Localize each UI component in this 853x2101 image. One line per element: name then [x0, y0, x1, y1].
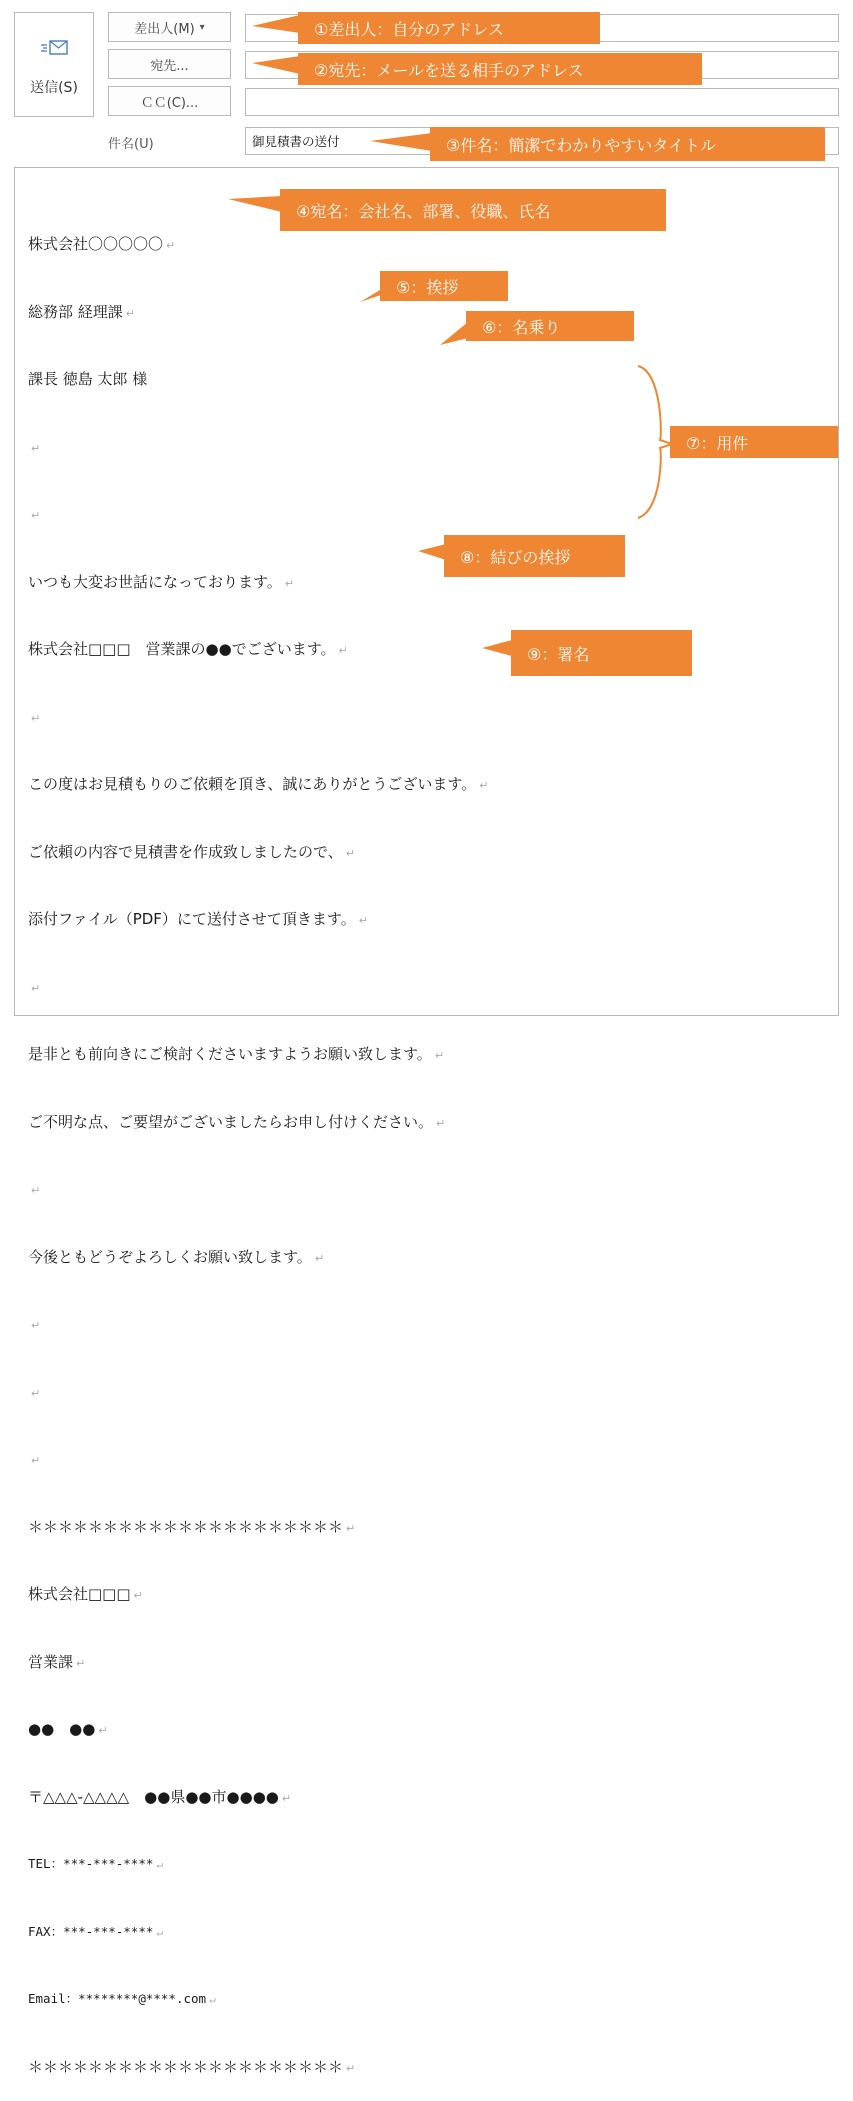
to-button-label: 宛先... — [150, 58, 189, 74]
callout-closing: ⑧：結びの挨拶 — [444, 535, 625, 577]
body-line: FAX：***-***-**** ↵ — [28, 1923, 164, 1939]
cc-button-label: ＣＣ(C)... — [140, 95, 199, 111]
return-mark-icon: ↵ — [338, 644, 348, 657]
callout-8-pointer — [418, 544, 446, 560]
return-mark-icon: ↵ — [209, 1993, 216, 2006]
callout-subject: ③件名：簡潔でわかりやすいタイトル — [430, 127, 825, 161]
return-mark-icon: ↵ — [76, 1656, 86, 1670]
body-line — [28, 1381, 488, 1404]
callout-sender: ①差出人：自分のアドレス — [298, 12, 600, 44]
return-mark-icon: ↵ — [346, 2061, 356, 2075]
from-button-label: 差出人(M) — [134, 21, 195, 37]
body-line: 〒△△△-△△△△ ●●県●●市●●●● ↵ — [28, 1787, 292, 1806]
body-line — [28, 1313, 488, 1336]
body-line: 是非とも前向きにご検討くださいますようお願い致します。 ↵ — [28, 1045, 445, 1063]
callout-introduction: ⑥：名乗り — [466, 311, 634, 341]
body-line: 株式会社〇〇〇〇〇 ↵ — [28, 235, 176, 253]
return-mark-icon: ↵ — [31, 441, 41, 455]
return-mark-icon: ↵ — [98, 1724, 108, 1737]
return-mark-icon: ↵ — [281, 1791, 292, 1805]
return-mark-icon: ↵ — [166, 239, 176, 252]
subject-label: 件名(U) — [108, 137, 154, 152]
return-mark-icon: ↵ — [133, 1589, 143, 1602]
body-line: Email：********@****.com ↵ — [28, 1991, 216, 2006]
return-mark-icon: ↵ — [31, 981, 41, 995]
body-line: ご不明な点、ご要望がございましたらお申し付けください。 ↵ — [28, 1112, 446, 1131]
return-mark-icon: ↵ — [479, 779, 489, 792]
body-line: ＊＊＊＊＊＊＊＊＊＊＊＊＊＊＊＊＊＊＊＊＊ ↵ — [28, 2057, 356, 2076]
callout-4-pointer — [228, 196, 282, 212]
body-line: 課長 徳島 太郎 様 — [28, 370, 148, 388]
return-mark-icon: ↵ — [345, 846, 355, 860]
return-mark-icon: ↵ — [31, 711, 41, 725]
body-line: いつも大変お世話になっております。 ↵ — [28, 572, 295, 591]
body-line: 株式会社□□□ 営業課の●●でございます。 ↵ — [28, 640, 348, 658]
callout-1-pointer — [252, 15, 300, 33]
return-mark-icon: ↵ — [156, 1925, 164, 1939]
return-mark-icon: ↵ — [156, 1858, 164, 1871]
return-mark-icon: ↵ — [358, 914, 368, 927]
callout-3-pointer — [370, 133, 432, 151]
chevron-down-icon: ▾ — [199, 21, 205, 33]
body-line: 今後ともどうぞよろしくお願い致します。 ↵ — [28, 1247, 325, 1266]
callout-2-pointer — [252, 56, 300, 74]
return-mark-icon: ↵ — [31, 1319, 41, 1332]
callout-9-pointer — [482, 640, 512, 656]
return-mark-icon: ↵ — [346, 1521, 356, 1535]
body-line: 株式会社□□□ ↵ — [28, 1585, 143, 1603]
subject-field[interactable]: 御見積書の送付 — [245, 127, 839, 155]
body-line: 営業課 ↵ — [28, 1652, 86, 1671]
callout-addressee: ④宛名：会社名、部署、役職、氏名 — [280, 189, 666, 231]
callout-recipient: ②宛先：メールを送る相手のアドレス — [298, 53, 702, 85]
return-mark-icon: ↵ — [31, 1184, 41, 1197]
return-mark-icon: ↵ — [31, 509, 41, 522]
requirements-bracket — [638, 366, 672, 518]
callout-greeting: ⑤：挨拶 — [380, 271, 508, 301]
return-mark-icon: ↵ — [314, 1251, 325, 1265]
return-mark-icon: ↵ — [125, 306, 135, 320]
body-line: ＊＊＊＊＊＊＊＊＊＊＊＊＊＊＊＊＊＊＊＊＊ ↵ — [28, 1517, 356, 1536]
body-line: TEL：***-***-**** ↵ — [28, 1856, 164, 1871]
body-line — [28, 1178, 488, 1201]
body-line: 添付ファイル（PDF）にて送付させて頂きます。 ↵ — [28, 910, 368, 928]
body-line: 総務部 経理課 ↵ — [28, 302, 135, 321]
callout-6-pointer — [440, 322, 468, 345]
return-mark-icon: ↵ — [436, 1116, 446, 1130]
body-line: ご依頼の内容で見積書を作成致しましたので、 ↵ — [28, 842, 355, 861]
send-button-label: 送信(S) — [30, 80, 78, 96]
body-line: ●● ●● ↵ — [28, 1720, 108, 1738]
body-line: この度はお見積もりのご依頼を頂き、誠にありがとうございます。 ↵ — [28, 775, 489, 793]
return-mark-icon: ↵ — [284, 576, 295, 590]
callout-signature: ⑨：署名 — [511, 630, 692, 676]
return-mark-icon: ↵ — [31, 1454, 41, 1467]
body-line — [28, 1448, 488, 1471]
callout-business: ⑦：用件 — [670, 426, 838, 458]
return-mark-icon: ↵ — [31, 1386, 41, 1400]
return-mark-icon: ↵ — [434, 1049, 445, 1062]
